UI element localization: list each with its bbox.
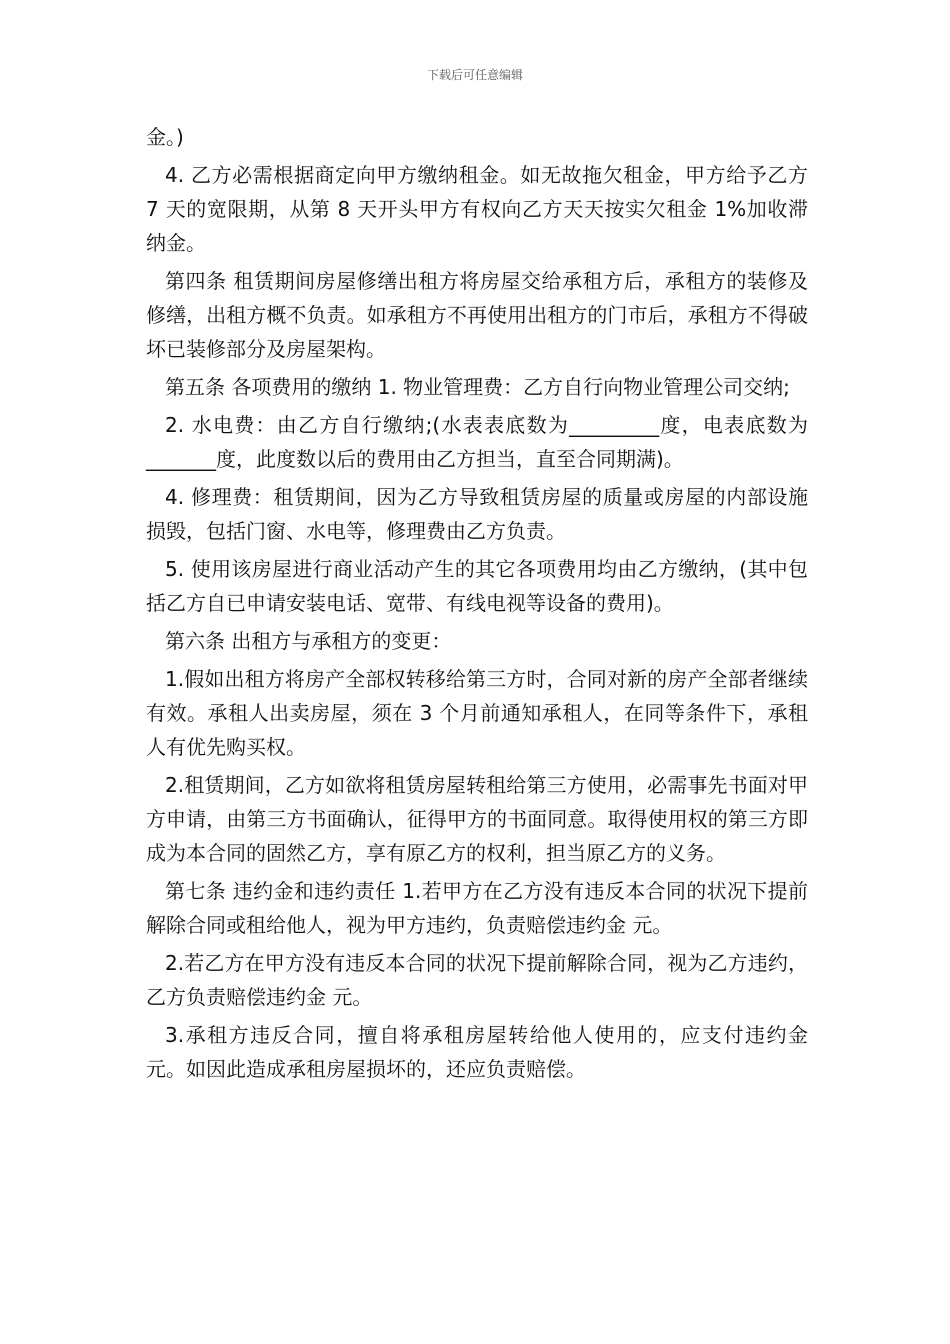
document-body	[146, 120, 808, 1090]
paragraph: 5. 使用该房屋进行商业活动产生的其它各项费用均由乙方缴纳，(其中包括乙方自已申请安装电话、宽带、有线电视等设备的费用)。	[146, 557, 808, 615]
paragraph: 第五条 各项费用的缴纳 1. 物业管理费：乙方自行向物业管理公司交纳;	[165, 375, 790, 399]
paragraph: 4. 乙方必需根据商定向甲方缴纳租金。如无故拖欠租金，甲方给予乙方 7 天的宽限期，从第 8 天开头甲方有权向乙方天天按实欠租金 1%加收滞纳金。	[146, 163, 808, 255]
paragraph: 1.假如出租方将房产全部权转移给第三方时，合同对新的房产全部者继续有效。承租人出卖房屋，须在 3 个月前通知承租人，在同等条件下，承租人有优先购买权。	[146, 667, 808, 759]
paragraph: 第六条 出租方与承租方的变更：	[165, 629, 452, 653]
paragraph: 第四条 租赁期间房屋修缮出租方将房屋交给承租方后，承租方的装修及修缮，出租方概不负责。如承租方不再使用出租方的门市后，承租方不得破坏已装修部分及房屋架构。	[146, 269, 808, 361]
paragraph: 4. 修理费：租赁期间，因为乙方导致租赁房屋的质量或房屋的内部设施损毁，包括门窗、水电等，修理费由乙方负责。	[146, 485, 808, 543]
paragraph: 第七条 违约金和违约责任 1.若甲方在乙方没有违反本合同的状况下提前解除合同或租给他人，视为甲方违约，负责赔偿违约金 元。	[146, 879, 808, 937]
paragraph: 金。)	[146, 125, 184, 149]
paragraph: 2.若乙方在甲方没有违反本合同的状况下提前解除合同，视为乙方违约，乙方负责赔偿违约金 元。	[146, 951, 808, 1009]
paragraph: 2.租赁期间，乙方如欲将租赁房屋转租给第三方使用，必需事先书面对甲方申请，由第三方书面确认，征得甲方的书面同意。取得使用权的第三方即成为本合同的固然乙方，享有原乙方的权利，担当原乙方的义务。	[146, 773, 808, 865]
paragraph: 3.承租方违反合同，擅自将承租房屋转给他人使用的，应支付违约金 元。如因此造成承租房屋损坏的，还应负责赔偿。	[146, 1023, 808, 1081]
paragraph: 2. 水电费：由乙方自行缴纳;(水表表底数为_________度，电表底数为_______度，此度数以后的费用由乙方担当，直至合同期满)。	[146, 413, 808, 471]
page-header: 下载后可任意编辑	[426, 68, 523, 82]
